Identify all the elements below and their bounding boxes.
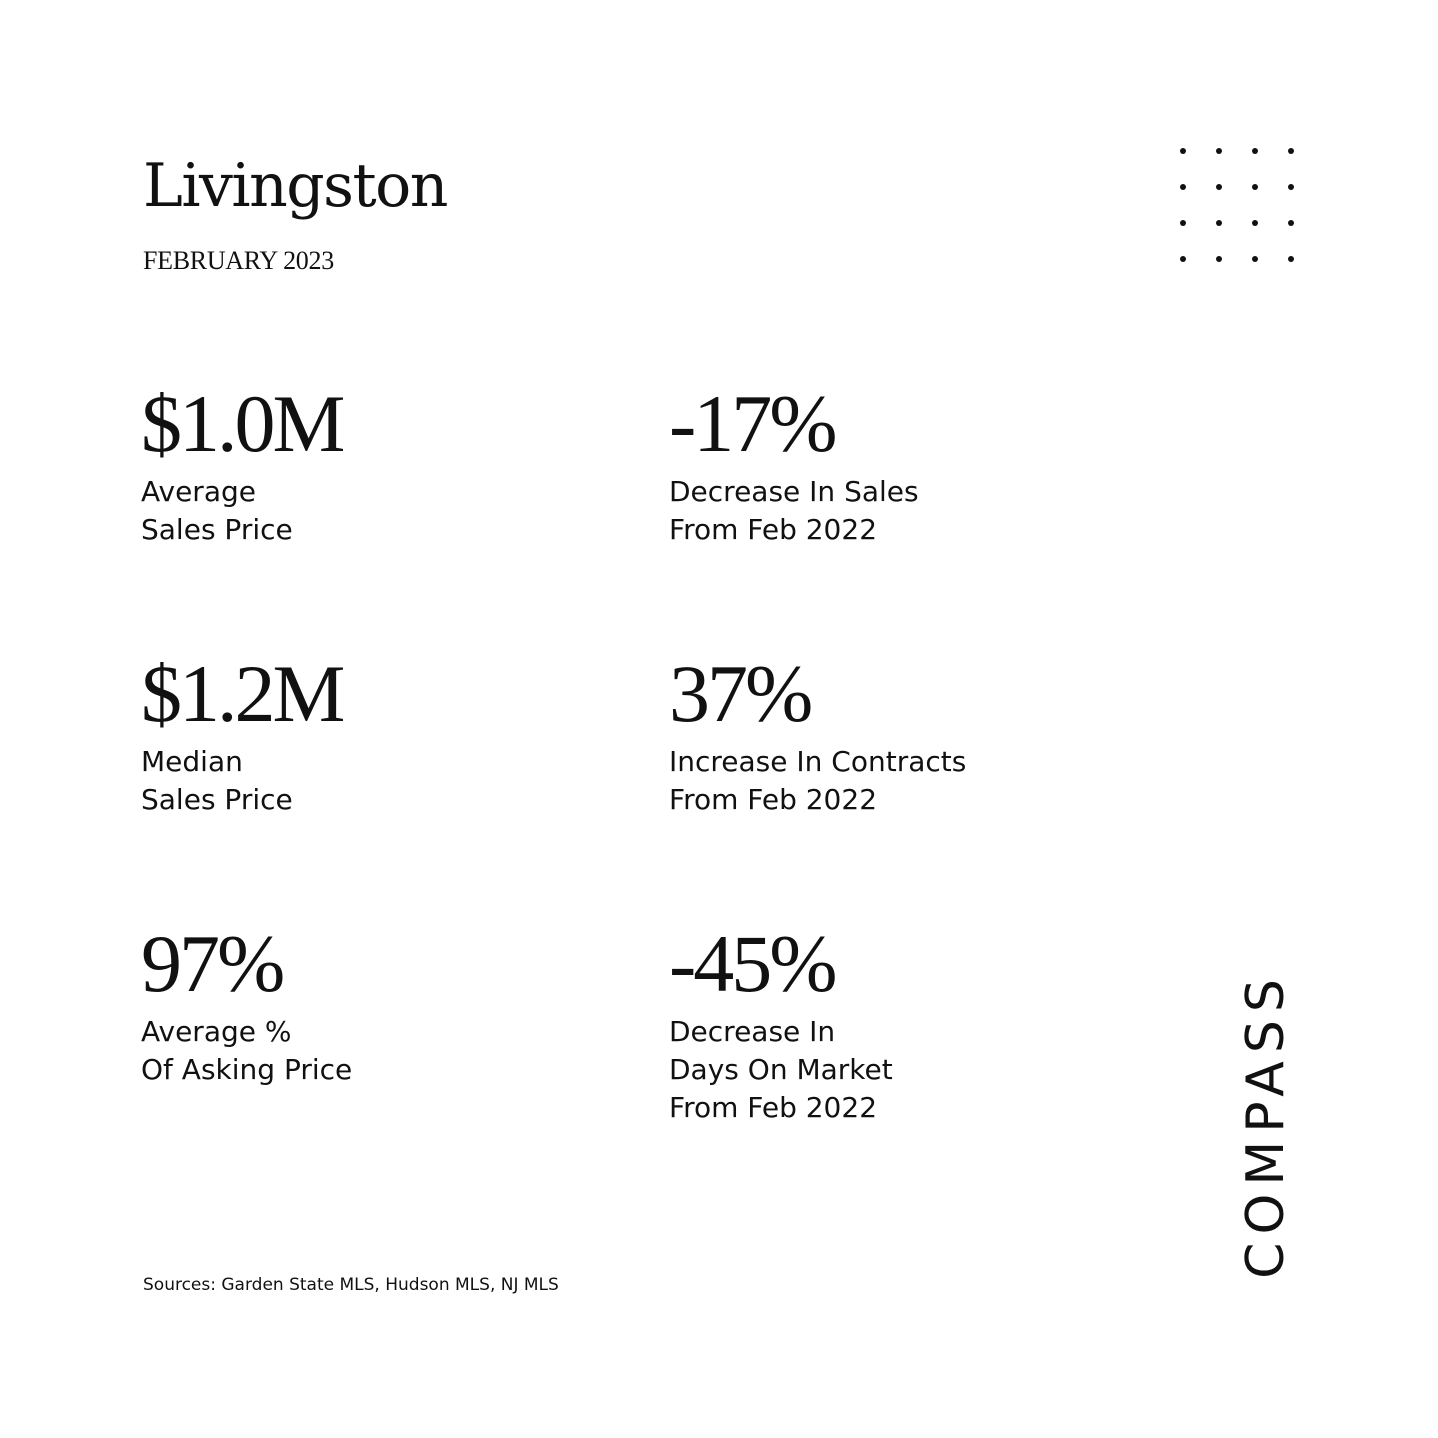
stat-label <box>669 473 919 549</box>
stat-value: -45% <box>669 918 835 1009</box>
stat-label-line: Days On Market <box>669 1053 893 1086</box>
grid-dot <box>1180 220 1186 226</box>
stat-label <box>669 1013 893 1127</box>
sources-footnote: Sources: Garden State MLS, Hudson MLS, NJ MLS <box>143 1275 559 1295</box>
stat-sales-change <box>669 376 919 549</box>
report-date: FEBRUARY 2023 <box>143 246 334 275</box>
stat-median-sales-price <box>141 646 342 819</box>
stat-percent-of-asking <box>141 916 352 1089</box>
stat-value: -17% <box>669 378 835 469</box>
stat-label-line: Sales Price <box>141 783 293 816</box>
stat-value: $1.2M <box>141 648 343 739</box>
dot-grid-icon <box>1172 140 1298 266</box>
grid-dot <box>1252 220 1258 226</box>
stat-label-line: Average % <box>141 1015 292 1048</box>
grid-dot <box>1288 256 1294 262</box>
page-title: Livingston <box>143 151 447 221</box>
stat-label <box>141 743 342 819</box>
stat-label-line: Average <box>141 475 256 508</box>
grid-dot <box>1252 256 1258 262</box>
stat-value: 97% <box>141 918 283 1009</box>
grid-dot <box>1288 220 1294 226</box>
stat-value: $1.0M <box>141 378 343 469</box>
grid-dot <box>1252 148 1258 154</box>
stat-average-sales-price <box>141 376 342 549</box>
grid-dot <box>1180 148 1186 154</box>
grid-dot <box>1216 148 1222 154</box>
grid-dot <box>1216 256 1222 262</box>
grid-dot <box>1288 184 1294 190</box>
grid-dot <box>1180 256 1186 262</box>
compass-logo <box>1236 955 1296 1295</box>
stat-label <box>141 1013 352 1089</box>
grid-dot <box>1216 220 1222 226</box>
stat-label-line: From Feb 2022 <box>669 513 878 546</box>
stat-label-line: Increase In Contracts <box>669 745 967 778</box>
stat-label-line: From Feb 2022 <box>669 783 878 816</box>
stat-label-line: Decrease In <box>669 1015 836 1048</box>
stat-contracts-change <box>669 646 966 819</box>
stat-label <box>669 743 966 819</box>
stat-value: 37% <box>669 648 811 739</box>
grid-dot <box>1216 184 1222 190</box>
grid-dot <box>1288 148 1294 154</box>
grid-dot <box>1180 184 1186 190</box>
stat-label-line: From Feb 2022 <box>669 1091 878 1124</box>
stat-label-line: Median <box>141 745 243 778</box>
grid-dot <box>1252 184 1258 190</box>
stat-label-line: Decrease In Sales <box>669 475 919 508</box>
stat-days-on-market-change <box>669 916 893 1127</box>
stat-label <box>141 473 342 549</box>
stat-label-line: Sales Price <box>141 513 293 546</box>
stat-label-line: Of Asking Price <box>141 1053 353 1086</box>
compass-logo-text: COMPASS <box>1236 971 1296 1279</box>
